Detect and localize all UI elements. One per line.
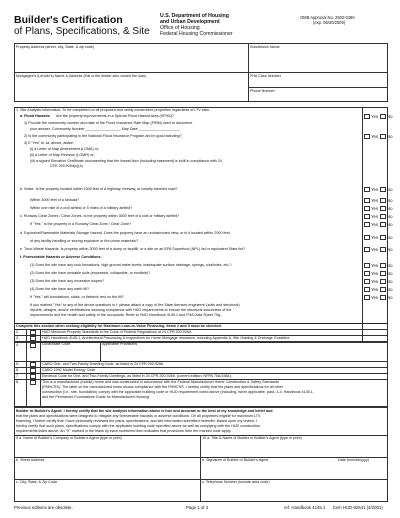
city-state-zip-field[interactable]: c. City, State, & Zip Code [16, 480, 58, 484]
financing-item8c: construction (i.e., site, foundation) comply with the applicable building code or HUD requirement noted above (including, when applicable, para. 3-4, Handbook 4145.1, [42, 390, 314, 394]
mortgagee-field[interactable]: Mortgagee's (Lender's) Name & Address (this is the lender who closed the loan) [16, 74, 147, 78]
omb-number: OMB Approval No. 2502-0496 [300, 15, 355, 20]
cert-text2: that the plans and specifications were designed to mitigate any foreseeable hazards or adverse conditions. On all properties eligible for maximum LTV [16, 414, 261, 418]
yes-checkbox[interactable] [364, 114, 370, 119]
yes-label: Yes [371, 271, 379, 276]
no-checkbox[interactable] [380, 134, 386, 139]
foreseeable-f5: If "Yes," will foundations, slabs, or fletwork rest on the fill? [30, 295, 124, 299]
no-label: No [387, 263, 393, 268]
yes-checkbox[interactable] [364, 247, 370, 252]
yes-checkbox[interactable] [364, 206, 370, 211]
no-label: No [387, 134, 393, 139]
no-checkbox[interactable] [380, 247, 386, 252]
no-checkbox[interactable] [380, 206, 386, 211]
footer-form-number: form HUD-92541 (4/2001) [333, 505, 383, 510]
flood-a2: 2) Is the community participating in the National Flood Insurance Program and in good standing? [24, 134, 182, 138]
flood-a1: 1) Provide the community number and date of the Flood Insurance Rate Map (FIRM) used to document [24, 121, 193, 125]
no-checkbox[interactable] [380, 235, 386, 240]
builder-company-field[interactable]: 9 a. Name of Builder's Company or Builder's Agent (type or print) [16, 436, 122, 440]
no-label: No [387, 235, 393, 240]
explosive-question: d. Explosive/Flammable Materials Storage Hazard. Does the property have an unobstructed view, or is it located within 2000 feet, [20, 231, 231, 235]
no-label: No [387, 222, 393, 227]
yes-checkbox[interactable] [364, 279, 370, 284]
yes-checkbox[interactable] [364, 134, 370, 139]
no-checkbox[interactable] [380, 214, 386, 219]
no-label: No [387, 114, 393, 119]
no-checkbox[interactable] [380, 222, 386, 227]
toxic-question: e. Toxic Waste Hazards. Is property within 3000 feet of a dump or landfill, or a site on an EPA Superfund (NPL) list or equivalent State list? [20, 247, 245, 251]
footer-page-number: Page 1 of 3 [186, 505, 208, 510]
cert-text4: hereby certify that such plans, specifications comply with the applicable building code specified above as well as complying with the HUD construction [16, 424, 261, 428]
yes-checkbox[interactable] [364, 222, 370, 227]
cert-text5: requirements listed above. An "X" marked in the blank by each numbered item indicates that provisions from the marked code apply. [16, 429, 232, 433]
no-checkbox[interactable] [380, 279, 386, 284]
yes-label: Yes [371, 222, 379, 227]
no-checkbox[interactable] [380, 198, 386, 203]
subdivision-name-field[interactable]: Subdivision Name [250, 45, 280, 49]
yes-label: Yes [371, 114, 379, 119]
form-title: Builder's Certification [14, 14, 123, 26]
noise-question: b. Noise. Is the property located within 1000 feet of a highway, freeway, or heavily traveled road? [20, 187, 178, 191]
yes-checkbox[interactable] [364, 187, 370, 192]
no-label: No [387, 206, 393, 211]
noise-railroad: Within 3000 feet of a railroad? [30, 198, 80, 202]
local-state-code-field[interactable]: Local/State Code [42, 342, 71, 346]
fha-case-field[interactable]: FHA Case Number [250, 74, 281, 78]
no-label: No [387, 187, 393, 192]
financing-item8d: and the Permanent Foundations Guide for Manufactured Housing. [42, 395, 151, 399]
no-checkbox[interactable] [380, 263, 386, 268]
yes-label: Yes [371, 187, 379, 192]
flood-a3i: (i) a Letter of Map Amendment (LOMA) or; [30, 147, 100, 151]
yes-checkbox[interactable] [364, 198, 370, 203]
runway-clear-zone: If "Yes," is the property in a Runway Clear Zone / Clear Zone? [30, 222, 132, 226]
financing-item3: HUD Handbook 4145.1, Architectural Processing & Inspections for Home Mortgage Insurance, including Appendix 8, Site Grading & Drainage Guideline. [42, 336, 291, 340]
no-checkbox[interactable] [380, 295, 386, 300]
flood-hazards-heading: a. Flood Hazards. [20, 114, 51, 118]
yes-label: Yes [371, 235, 379, 240]
phone-number-field[interactable]: Phone Number [250, 89, 275, 93]
applicable-provisions-field[interactable]: Applicable Provisions [102, 342, 138, 346]
yes-label: Yes [371, 287, 379, 292]
agency-line2: and Urban Development [160, 19, 220, 25]
financing-heading: Complete this section when seeking eligibility for Maximum Loan-to-Value Financing. Items 2 and 3 must be checked. [16, 324, 222, 328]
flood-a3: 3) If "Yes" to 1a. above, attach [24, 141, 74, 145]
foreseeable-f2: (2) Does the site have unstable soils (expansive, collapsible, or erodible)? [30, 271, 151, 275]
no-checkbox[interactable] [380, 287, 386, 292]
note-line1: If you marked "Yes" to any of the above questions in f, please attach a copy of the State licensed engineers' (soils and structural) [30, 303, 240, 307]
yes-label: Yes [371, 247, 379, 252]
foreseeable-f1: (1) Does the site have any rock formations, high ground water levels, inadequate surface drainage, springs, sinkholes, etc.? [30, 263, 232, 267]
telephone-field[interactable]: c. Telephone Number (include area code) [202, 480, 270, 484]
no-label: No [387, 214, 393, 219]
yes-label: Yes [371, 206, 379, 211]
cert-text3: financing, I further certify that I have personally reviewed the plans, specifications, and site information submitted herewith. Based upon my review, I [16, 419, 257, 423]
yes-label: Yes [371, 214, 379, 219]
financing-item2: HUD Minimum Property Standards in the Code of Federal Regulations at 24 CFR 200.926d. [42, 330, 193, 334]
footer-obsolete-note: Previous editions are obsolete. [14, 505, 73, 510]
builder-title-name-field[interactable]: 10 a. Title & Name of Builder or Builder's Agent (type or print) [202, 436, 302, 440]
yes-label: Yes [371, 279, 379, 284]
no-label: No [387, 271, 393, 276]
noise-airfield: Within one mile of a civil airfield or 5 miles of a military airfield? [30, 206, 133, 210]
flood-a3ii: (ii) a Letter of Map Revision (LOMR) or; [30, 153, 95, 157]
site-analysis-intro: 1. Site Analysis Information: To be completed on all proposed and newly constructed properties regardless of LTV ratio. [16, 108, 210, 112]
yes-label: Yes [371, 295, 379, 300]
agency-line4: Federal Housing Commissioner [160, 31, 233, 37]
financing-item7: Electrical Code for One- and Two-Family Dwellings, as listed in 24 CFR 200.926b. (current edition; NFPA 70A/1984). [42, 374, 232, 378]
financing-item8a: This is a manufactured (mobile) home and was constructed in accordance with the Federal Manufactured Home Construction & Safety Standards [42, 380, 279, 384]
agency-line1: U.S. Department of Housing [160, 13, 229, 19]
signature-field[interactable]: b. Signature of Builder or Builder's Agent [202, 458, 269, 462]
no-checkbox[interactable] [380, 114, 386, 119]
yes-checkbox[interactable] [364, 271, 370, 276]
yes-checkbox[interactable] [364, 263, 370, 268]
cert-text1: Builder or Builder's Agent: I hereby certify that the site analysis information above is true and accurate to the best of my knowledge and belief and [16, 409, 273, 413]
date-field[interactable]: Date (mm/dd/yyyy) [338, 458, 369, 462]
no-checkbox[interactable] [380, 187, 386, 192]
no-label: No [387, 295, 393, 300]
foreseeable-f4: (4) Does the site have any earth fill? [30, 287, 90, 291]
flood-a3iii: (iii) a signed Elevation Certificate documenting that the lowest floor (including basement) is built in compliance with 24 [30, 159, 222, 163]
yes-checkbox[interactable] [364, 214, 370, 219]
runway-question: c. Runway Clear Zones / Clear Zones. Is the property within 3000 feet of a civil or military airfield? [20, 214, 180, 218]
note-line2: reports, designs, and/or certifications showing compliance with HUD requirements to ensure the structural soundness of the [30, 308, 232, 312]
no-checkbox[interactable] [380, 271, 386, 276]
footer-reference: ref. Handbook 4145.1 [284, 505, 326, 510]
financing-item5: CABO One- and Two-Family Dwelling Code, as listed in 24 CFR 200.926b. [42, 362, 165, 366]
foreseeable-heading: f. Foreseeable Hazards or Adverse Conditions. [20, 255, 102, 259]
financing-item6: CABO 1992 Model Energy Code [42, 368, 96, 372]
foreseeable-f3: (3) Does the site have any excessive slopes? [30, 279, 104, 283]
form-subtitle: of Plans, Specifications, & Site [14, 26, 150, 37]
yes-label: Yes [371, 134, 379, 139]
no-label: No [387, 279, 393, 284]
financing-item8b: (FMHCSS). The label on the manufactured home shows compliance with the FMHCSS. I hereby certify that the plans and specifications for all other [42, 385, 283, 389]
omb-expiration: (exp. 06/30/2009) [313, 20, 346, 25]
no-label: No [387, 247, 393, 252]
property-address-field[interactable]: Property Address (street, city, State, & zip code) [16, 45, 95, 49]
agency-line3: Office of Housing [160, 25, 200, 31]
no-label: No [387, 287, 393, 292]
yes-label: Yes [371, 263, 379, 268]
yes-label: Yes [371, 198, 379, 203]
flood-a1b: your answer. Community Number _________________ Map Date ____________________ [30, 127, 180, 131]
note-line3: improvements and the health and safety of the occupants. Refer to HUD Handbook 4145.1 and FHA Data Sheet 79g. [30, 313, 222, 317]
flood-a3iv: CFR 200.926d(c)(4). [50, 164, 84, 168]
street-address-field[interactable]: b. Street Address [16, 458, 45, 462]
no-label: No [387, 198, 393, 203]
yes-checkbox[interactable] [364, 287, 370, 292]
yes-checkbox[interactable] [364, 235, 370, 240]
yes-checkbox[interactable] [364, 295, 370, 300]
flood-hazards-question: Are the property improvements in a Special Flood Hazard Area (SFHA)? [56, 114, 174, 118]
explosive-facility: of any facility handling or storing explosive or fire prone materials? [30, 239, 139, 243]
